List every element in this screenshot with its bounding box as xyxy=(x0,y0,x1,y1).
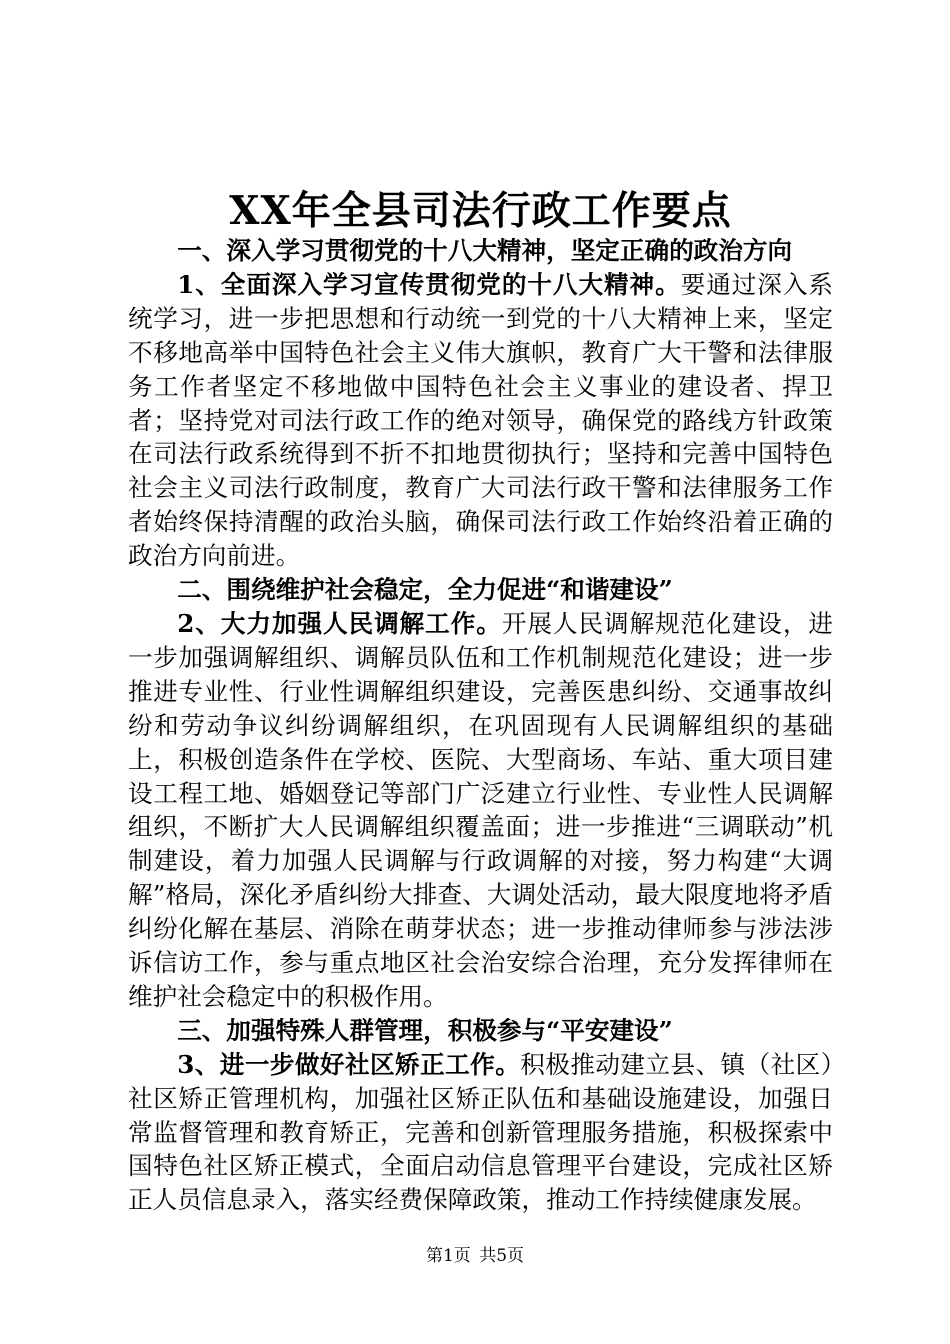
section-paragraph-2 xyxy=(128,607,833,1014)
section-heading-1: 一、深入学习贯彻党的十八大精神，坚定正确的政治方向 xyxy=(177,236,793,265)
page-footer: 第1页 共5页 xyxy=(425,1246,525,1266)
document-title: XX年全县司法行政工作要点 xyxy=(229,188,732,234)
document-body xyxy=(128,234,833,1217)
item-lead-3: 3、进一步做好社区矫正工作。 xyxy=(177,1049,521,1079)
item-body-3: 积极推动建立县、镇（社区）社区矫正管理机构，加强社区矫正队伍和基础设施建设，加强日常监督管理和教育矫正，完善和创新管理服务措施，积极探索中国特色社区矫正模式，全面启动信息管理平台建设，完成社区矫正人员信息录入，落实经费保障政策，推动工作持续健康发展。 xyxy=(128,1049,833,1215)
section-paragraph-1 xyxy=(128,268,833,573)
item-lead-2: 2、大力加强人民调解工作。 xyxy=(177,608,502,638)
item-lead-1: 1、全面深入学习宣传贯彻党的十八大精神。 xyxy=(177,269,681,299)
item-body-2: 开展人民调解规范化建设，进一步加强调解组织、调解员队伍和工作机制规范化建设；进一步推进专业性、行业性调解组织建设，完善医患纠纷、交通事故纠纷和劳动争议纠纷调解组织，在巩固现有人民调解组织的基础上，积极创造条件在学校、医院、大型商场、车站、重大项目建设工程工地、婚姻登记等部门广泛建立行业性、专业性人民调解组织，不断扩大人民调解组织覆盖面；进一步推进“三调联动”机制建设，着力加强人民调解与行政调解的对接，努力构建“大调解”格局，深化矛盾纠纷大排查、大调处活动，最大限度地将矛盾纠纷化解在基层、消除在萌芽状态；进一步推动律师参与涉法涉诉信访工作，参与重点地区社会治安综合治理，充分发挥律师在维护社会稳定中的积极作用。 xyxy=(128,608,833,1011)
section-paragraph-3 xyxy=(128,1048,833,1218)
item-body-1: 要通过深入系统学习，进一步把思想和行动统一到党的十八大精神上来，坚定不移地高举中国特色社会主义伟大旗帜，教育广大干警和法律服务工作者坚定不移地做中国特色社会主义事业的建设者、捍卫者；坚持党对司法行政工作的绝对领导，确保党的路线方针政策在司法行政系统得到不折不扣地贯彻执行；坚持和完善中国特色社会主义司法行政制度，教育广大司法行政干警和法律服务工作者始终保持清醒的政治头脑，确保司法行政工作始终沿着正确的政治方向前进。 xyxy=(128,269,833,571)
section-heading-2: 二、围绕维护社会稳定，全力促进“和谐建设” xyxy=(177,575,673,605)
section-heading-3: 三、加强特殊人群管理，积极参与“平安建设” xyxy=(177,1015,673,1045)
